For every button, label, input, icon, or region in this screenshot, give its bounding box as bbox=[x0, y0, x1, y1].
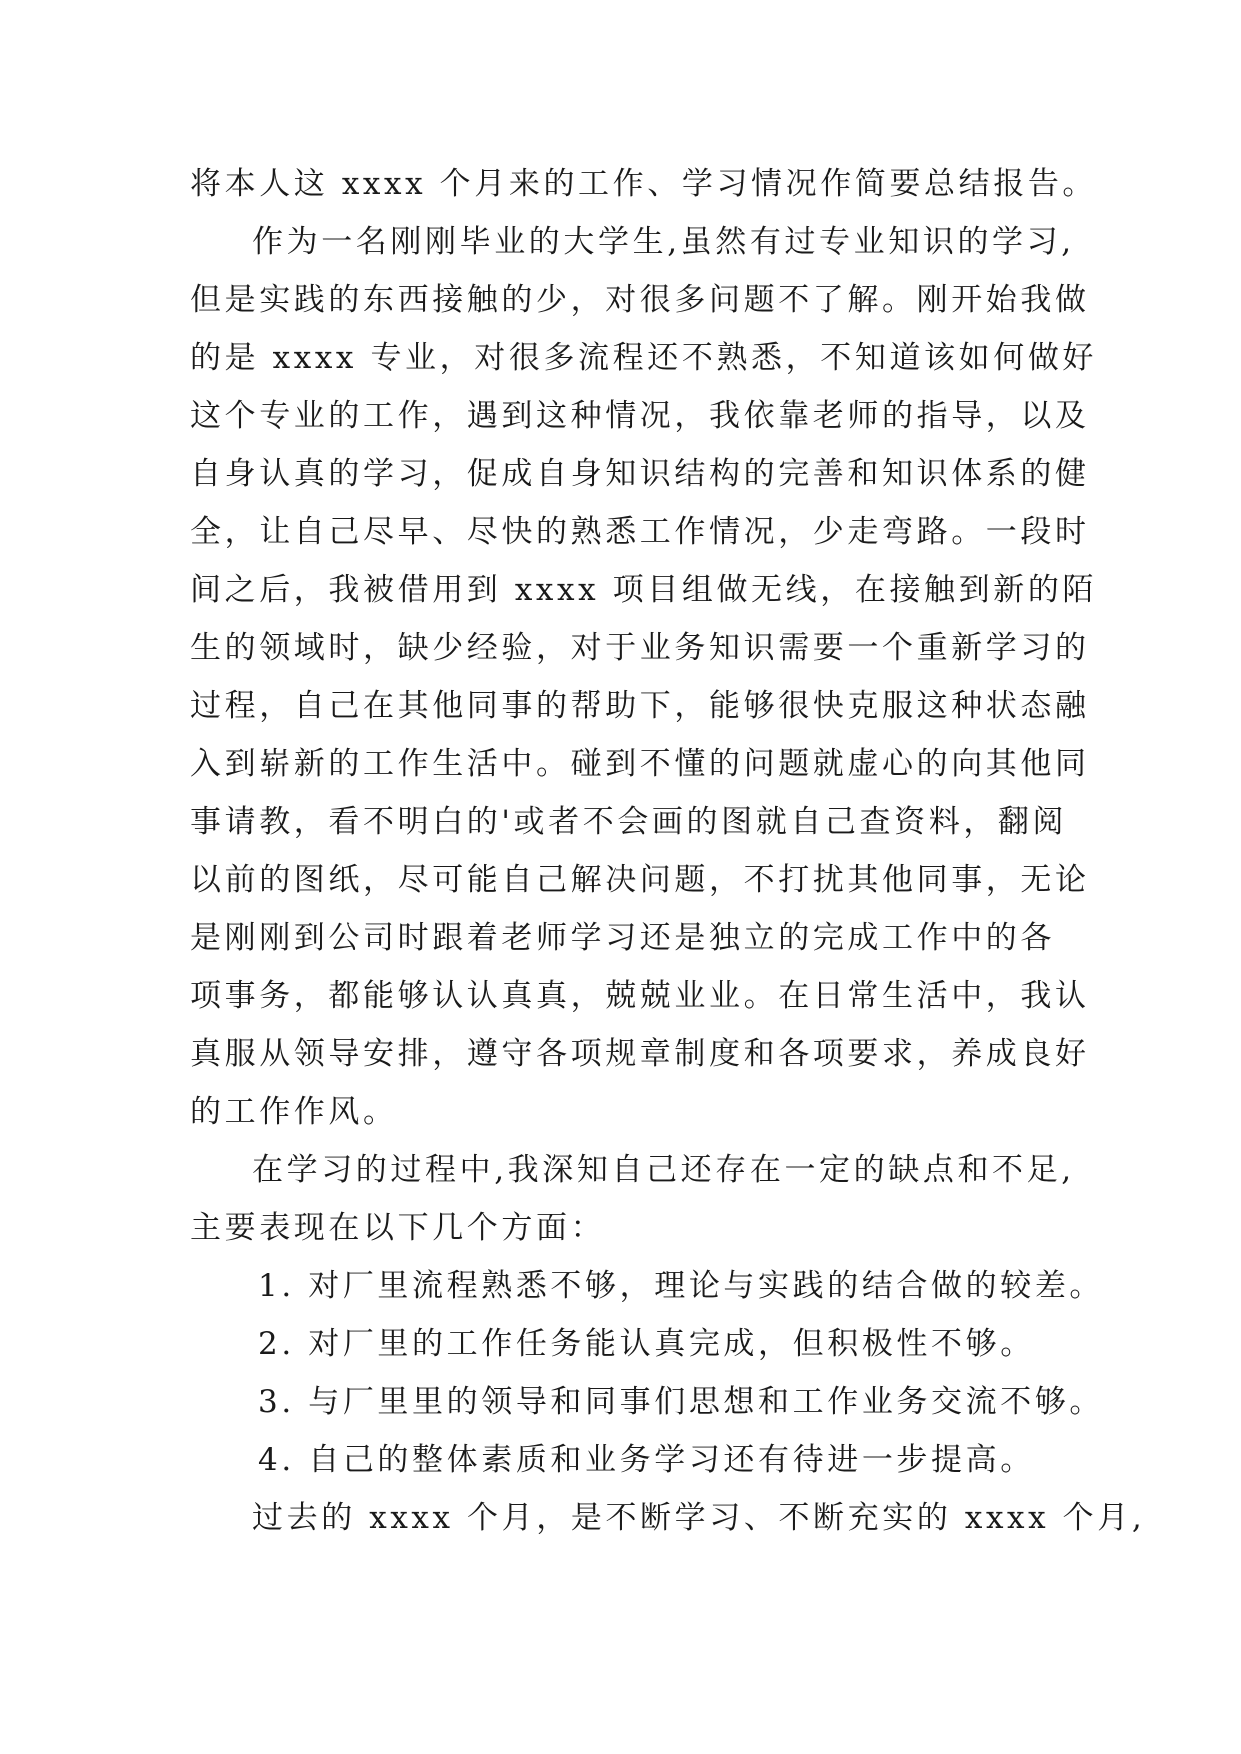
paragraph-start-line: 过去的 xxxx 个月，是不断学习、不断充实的 xxxx 个月, bbox=[252, 1500, 1146, 1536]
text-line: 的是 xxxx 专业，对很多流程还不熟悉，不知道该如何做好 bbox=[190, 340, 1098, 376]
text-line: 入到崭新的工作生活中。碰到不懂的问题就虚心的向其他同 bbox=[190, 746, 1090, 782]
text-line: 过程，自己在其他同事的帮助下，能够很快克服这种状态融 bbox=[190, 688, 1090, 724]
text-line: 这个专业的工作，遇到这种情况，我依靠老师的指导，以及 bbox=[190, 398, 1090, 434]
text-line: 自身认真的学习，促成自身知识结构的完善和知识体系的健 bbox=[190, 456, 1090, 492]
text-line: 以前的图纸，尽可能自己解决问题，不打扰其他同事，无论 bbox=[190, 862, 1090, 898]
list-item: 1. 对厂里流程熟悉不够，理论与实践的结合做的较差。 bbox=[258, 1268, 1105, 1304]
list-item: 2. 对厂里的工作任务能认真完成，但积极性不够。 bbox=[258, 1326, 1035, 1362]
text-line: 生的领域时，缺少经验，对于业务知识需要一个重新学习的 bbox=[190, 630, 1090, 666]
text-line: 将本人这 xxxx 个月来的工作、学习情况作简要总结报告。 bbox=[190, 166, 1098, 202]
text-line: 真服从领导安排，遵守各项规章制度和各项要求，养成良好 bbox=[190, 1036, 1090, 1072]
text-line: 全，让自己尽早、尽快的熟悉工作情况，少走弯路。一段时 bbox=[190, 514, 1090, 550]
text-line: 间之后，我被借用到 xxxx 项目组做无线，在接触到新的陌 bbox=[190, 572, 1098, 608]
text-line: 项事务，都能够认认真真，兢兢业业。在日常生活中，我认 bbox=[190, 978, 1090, 1014]
paragraph-start-line: 在学习的过程中,我深知自己还存在一定的缺点和不足, bbox=[252, 1152, 1075, 1188]
report-body bbox=[190, 155, 1146, 1547]
paragraph-start-line: 作为一名刚刚毕业的大学生,虽然有过专业知识的学习, bbox=[252, 224, 1075, 260]
text-line: 事请教，看不明白的'或者不会画的图就自己查资料，翻阅 bbox=[190, 804, 1068, 840]
text-line: 但是实践的东西接触的少，对很多问题不了解。刚开始我做 bbox=[190, 282, 1090, 318]
list-item: 3. 与厂里里的领导和同事们思想和工作业务交流不够。 bbox=[258, 1384, 1105, 1420]
list-item: 4. 自己的整体素质和业务学习还有待进一步提高。 bbox=[258, 1442, 1035, 1478]
text-line: 的工作作风。 bbox=[190, 1094, 398, 1130]
text-line: 主要表现在以下几个方面： bbox=[190, 1210, 606, 1246]
text-line: 是刚刚到公司时跟着老师学习还是独立的完成工作中的各 bbox=[190, 920, 1055, 956]
